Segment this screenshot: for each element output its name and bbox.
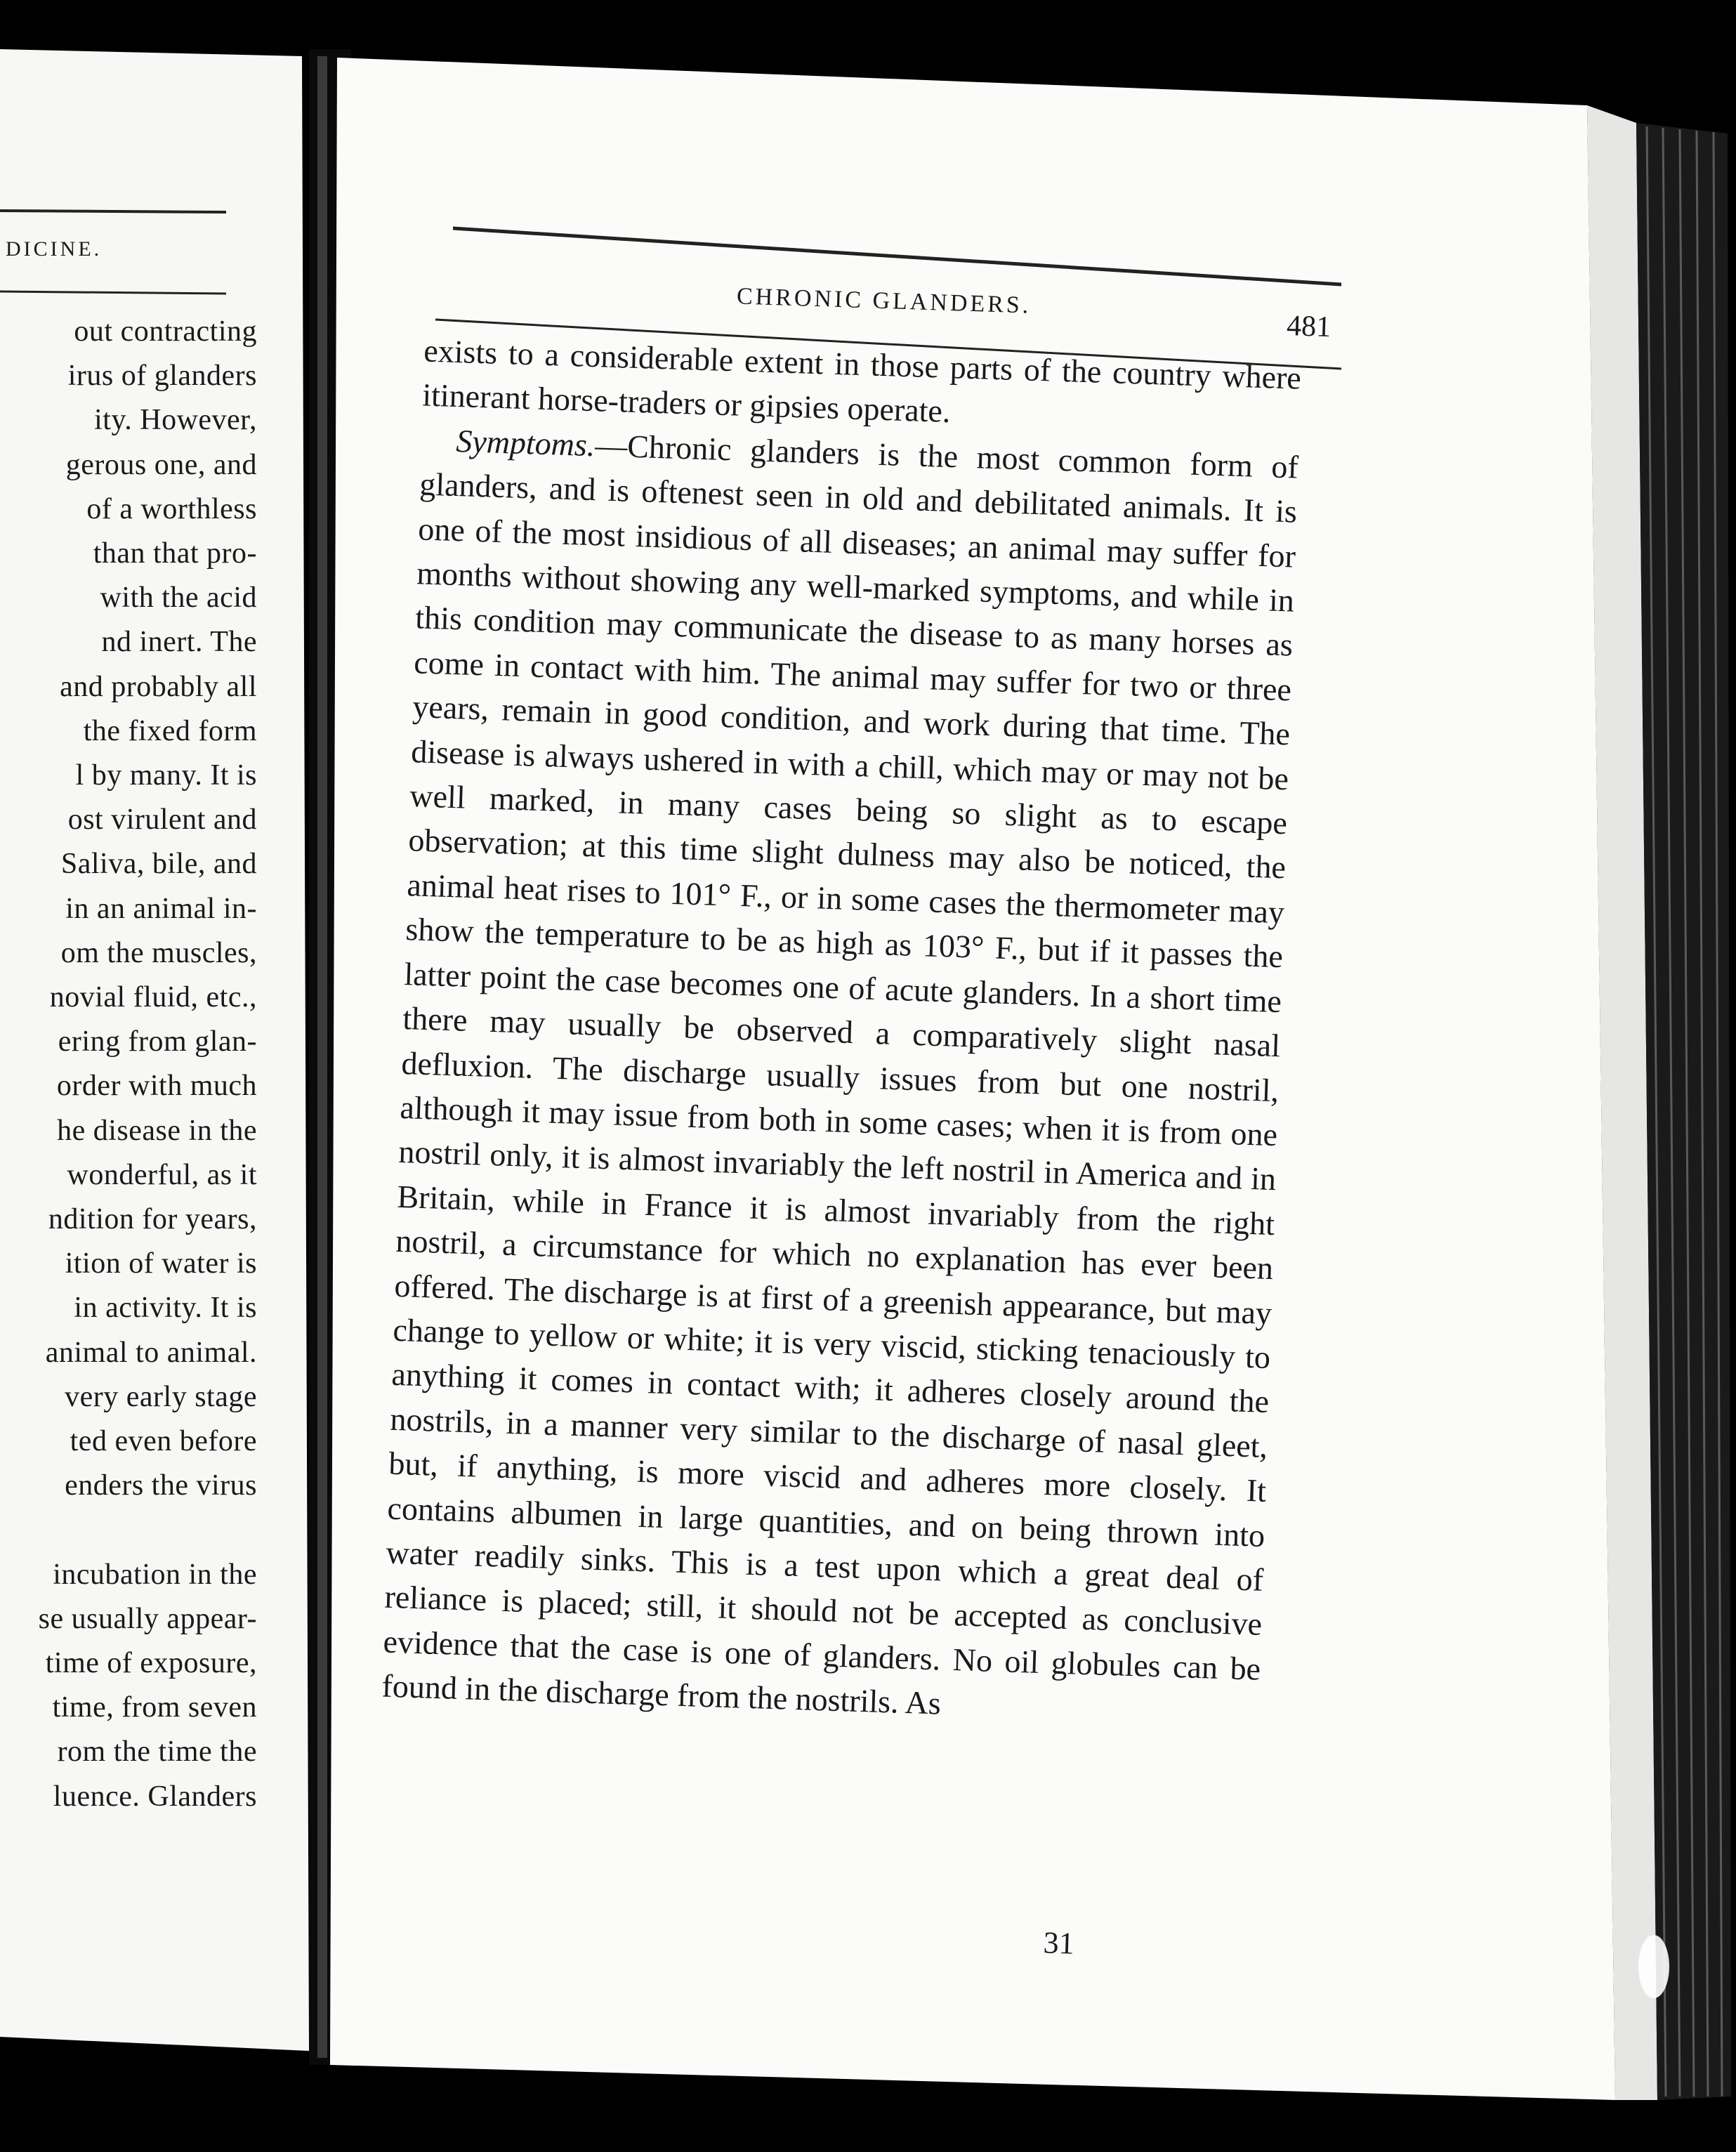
left-page-fragment <box>0 0 330 2152</box>
signature-mark: 31 <box>1042 1925 1075 1961</box>
left-text-line: in activity. It is <box>74 1292 257 1325</box>
left-text-line: irus of glanders <box>67 360 257 393</box>
section-heading: Symptoms. <box>455 422 596 463</box>
left-text-line: nd inert. The <box>101 626 257 659</box>
body-text <box>381 328 1302 1736</box>
left-text-line: time of exposure, <box>45 1647 257 1679</box>
page-number: 481 <box>1286 310 1331 344</box>
left-text-line: out contracting <box>74 315 257 348</box>
left-running-head: DICINE. <box>6 237 103 261</box>
left-text-line: than that pro- <box>93 537 257 570</box>
left-text-line: l by many. It is <box>75 759 257 792</box>
left-text-line: he disease in the <box>57 1114 257 1147</box>
left-text-line: Saliva, bile, and <box>60 848 257 881</box>
left-text-line: se usually appear- <box>38 1602 257 1635</box>
paragraph-text: —Chronic glanders is the most common form of glanders, and is oftenest seen in old and debilitated animals. It is one of the most insidious of all diseases; an animal may suffer for months without showing any well-marked symptoms, and while in this condition may communicate the disease to as many horses as come in contact with him. The animal may suffer for two or three years, remain in good condition, and work during that time. The disease is always ushered in with a chill, which may or may not be well marked, in many cases being so slight as to escape observation; at this time slight dulness may also be noticed, the animal heat rises to 101° F., or in some cases the thermometer may show the temperature to be as high as 103° F., but if it passes the latter point the case becomes one of acute glanders. In a short time there may usually be observed a comparatively slight nasal defluxion. The discharge usually issues from but one nostril, although it may issue from both in some cases; when it is from one nostril only, it is almost invariably the left nostril in America and in Britain, while in France it is almost invariably from the right nostril, a circumstance for which no explanation has ever been offered. The discharge is at first of a greenish appearance, but may change to yellow or white; it is very viscid, sticking tenaciously to anything it comes in contact with; it adheres closely around the nostrils, in a manner very similar to the discharge of nasal gleet, but, if anything, is more viscid and adheres more closely. It contains albumen in large quantities, and on being thrown into water readily sinks. This is a test upon which a great deal of reliance is placed; still, it should not be accepted as conclusive evidence that the case is one of glanders. No oil globules can be found in the discharge from the nostrils. As <box>381 427 1299 1721</box>
left-text-line: om the muscles, <box>60 936 257 969</box>
left-text-line: rom the time the <box>57 1736 257 1769</box>
right-page <box>339 204 1348 1961</box>
left-text-line: ted even before <box>70 1425 257 1457</box>
left-text-line: of a worthless <box>86 492 257 525</box>
left-text-line: time, from seven <box>52 1691 257 1724</box>
running-head: CHRONIC GLANDERS. <box>736 283 1032 319</box>
left-text-line: in an animal in- <box>65 892 257 925</box>
left-text-line: ndition for years, <box>48 1203 257 1235</box>
left-text-line: incubation in the <box>53 1558 257 1591</box>
left-text-line: and probably all <box>60 670 257 703</box>
paragraph: exists to a considerable extent in those parts of the country where itinerant horse-traders or gipsies operate. <box>421 332 1302 430</box>
left-text-line: novial fluid, etc., <box>49 981 257 1013</box>
left-text-line: wonderful, as it <box>67 1158 257 1191</box>
left-text-line: with the acid <box>100 582 257 615</box>
left-text-line: enders the virus <box>65 1469 257 1502</box>
left-text-line: animal to animal. <box>45 1336 257 1369</box>
left-text-line: luence. Glanders <box>53 1780 257 1813</box>
left-text-line: order with much <box>56 1070 257 1103</box>
paragraph <box>381 417 1299 1736</box>
left-text-line: the fixed form <box>83 714 257 747</box>
left-text-line: ition of water is <box>65 1247 257 1280</box>
left-text-line: ering from glan- <box>58 1025 257 1058</box>
left-text-line: gerous one, and <box>65 448 257 481</box>
left-text-line: very early stage <box>65 1380 257 1413</box>
left-text-line: ity. However, <box>94 404 257 437</box>
left-text-line: ost virulent and <box>67 803 257 836</box>
